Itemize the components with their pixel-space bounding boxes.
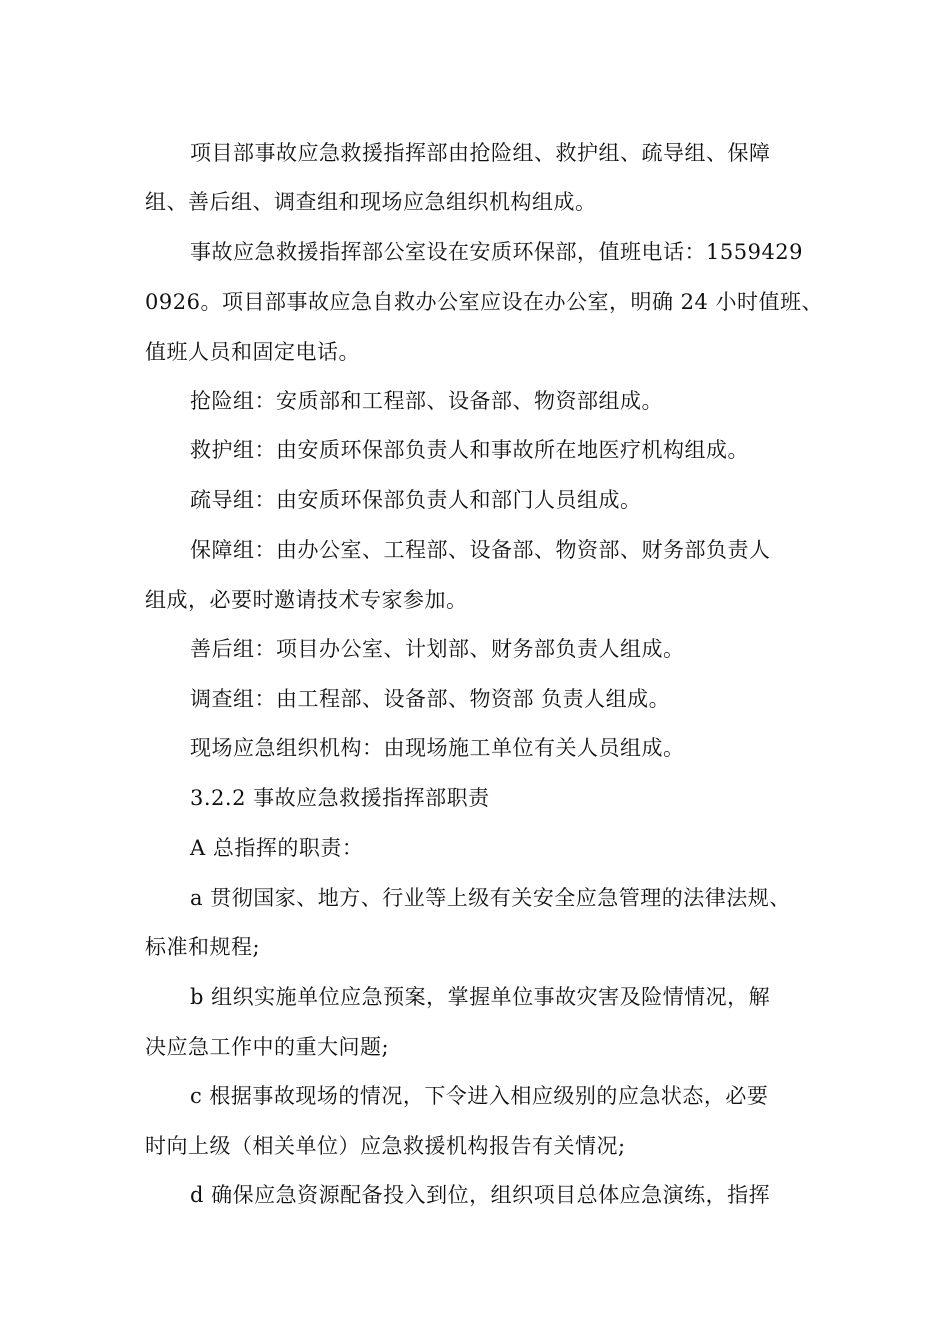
paragraph-line: 救护组：由安质环保部负责人和事故所在地医疗机构组成。: [190, 438, 749, 462]
paragraph-line: 项目部事故应急救援指挥部由抢险组、救护组、疏导组、保障: [190, 141, 771, 165]
paragraph-line: 善后组：项目办公室、计划部、财务部负责人组成。: [190, 637, 685, 661]
paragraph-line: 组、善后组、调查组和现场应急组织机构组成。: [145, 190, 597, 214]
paragraph-line: d 确保应急资源配备投入到位，组织项目总体应急演练，指挥: [190, 1183, 771, 1207]
paragraph-line: 决应急工作中的重大问题;: [145, 1035, 390, 1059]
paragraph-line: 标准和规程;: [145, 935, 261, 959]
paragraph-line: c 根据事故现场的情况，下令进入相应级别的应急状态，必要: [190, 1084, 769, 1108]
paragraph-line: 0926。项目部事故应急自救办公室应设在办公室，明确 24 小时值班、: [145, 290, 824, 314]
paragraph-line: 抢险组：安质部和工程部、设备部、物资部组成。: [190, 389, 663, 413]
paragraph-line: 事故应急救援指挥部公室设在安质环保部，值班电话：1559429: [190, 240, 804, 264]
paragraph-line: 组成，必要时邀请技术专家参加。: [145, 588, 468, 612]
paragraph-line: 保障组：由办公室、工程部、设备部、物资部、财务部负责人: [190, 538, 771, 562]
paragraph-line: 现场应急组织机构：由现场施工单位有关人员组成。: [190, 736, 685, 760]
paragraph-line: 时向上级（相关单位）应急救援机构报告有关情况;: [145, 1134, 626, 1158]
paragraph-line: 值班人员和固定电话。: [145, 340, 360, 364]
paragraph-line: 调查组：由工程部、设备部、物资部 负责人组成。: [190, 687, 671, 711]
subsection-heading: A 总指挥的职责：: [190, 836, 364, 860]
paragraph-line: b 组织实施单位应急预案，掌握单位事故灾害及险情情况，解: [190, 985, 771, 1009]
paragraph-line: a 贯彻国家、地方、行业等上级有关安全应急管理的法律法规、: [190, 886, 791, 910]
paragraph-line: 疏导组：由安质环保部负责人和部门人员组成。: [190, 488, 642, 512]
section-heading: 3.2.2 事故应急救援指挥部职责: [190, 786, 490, 810]
